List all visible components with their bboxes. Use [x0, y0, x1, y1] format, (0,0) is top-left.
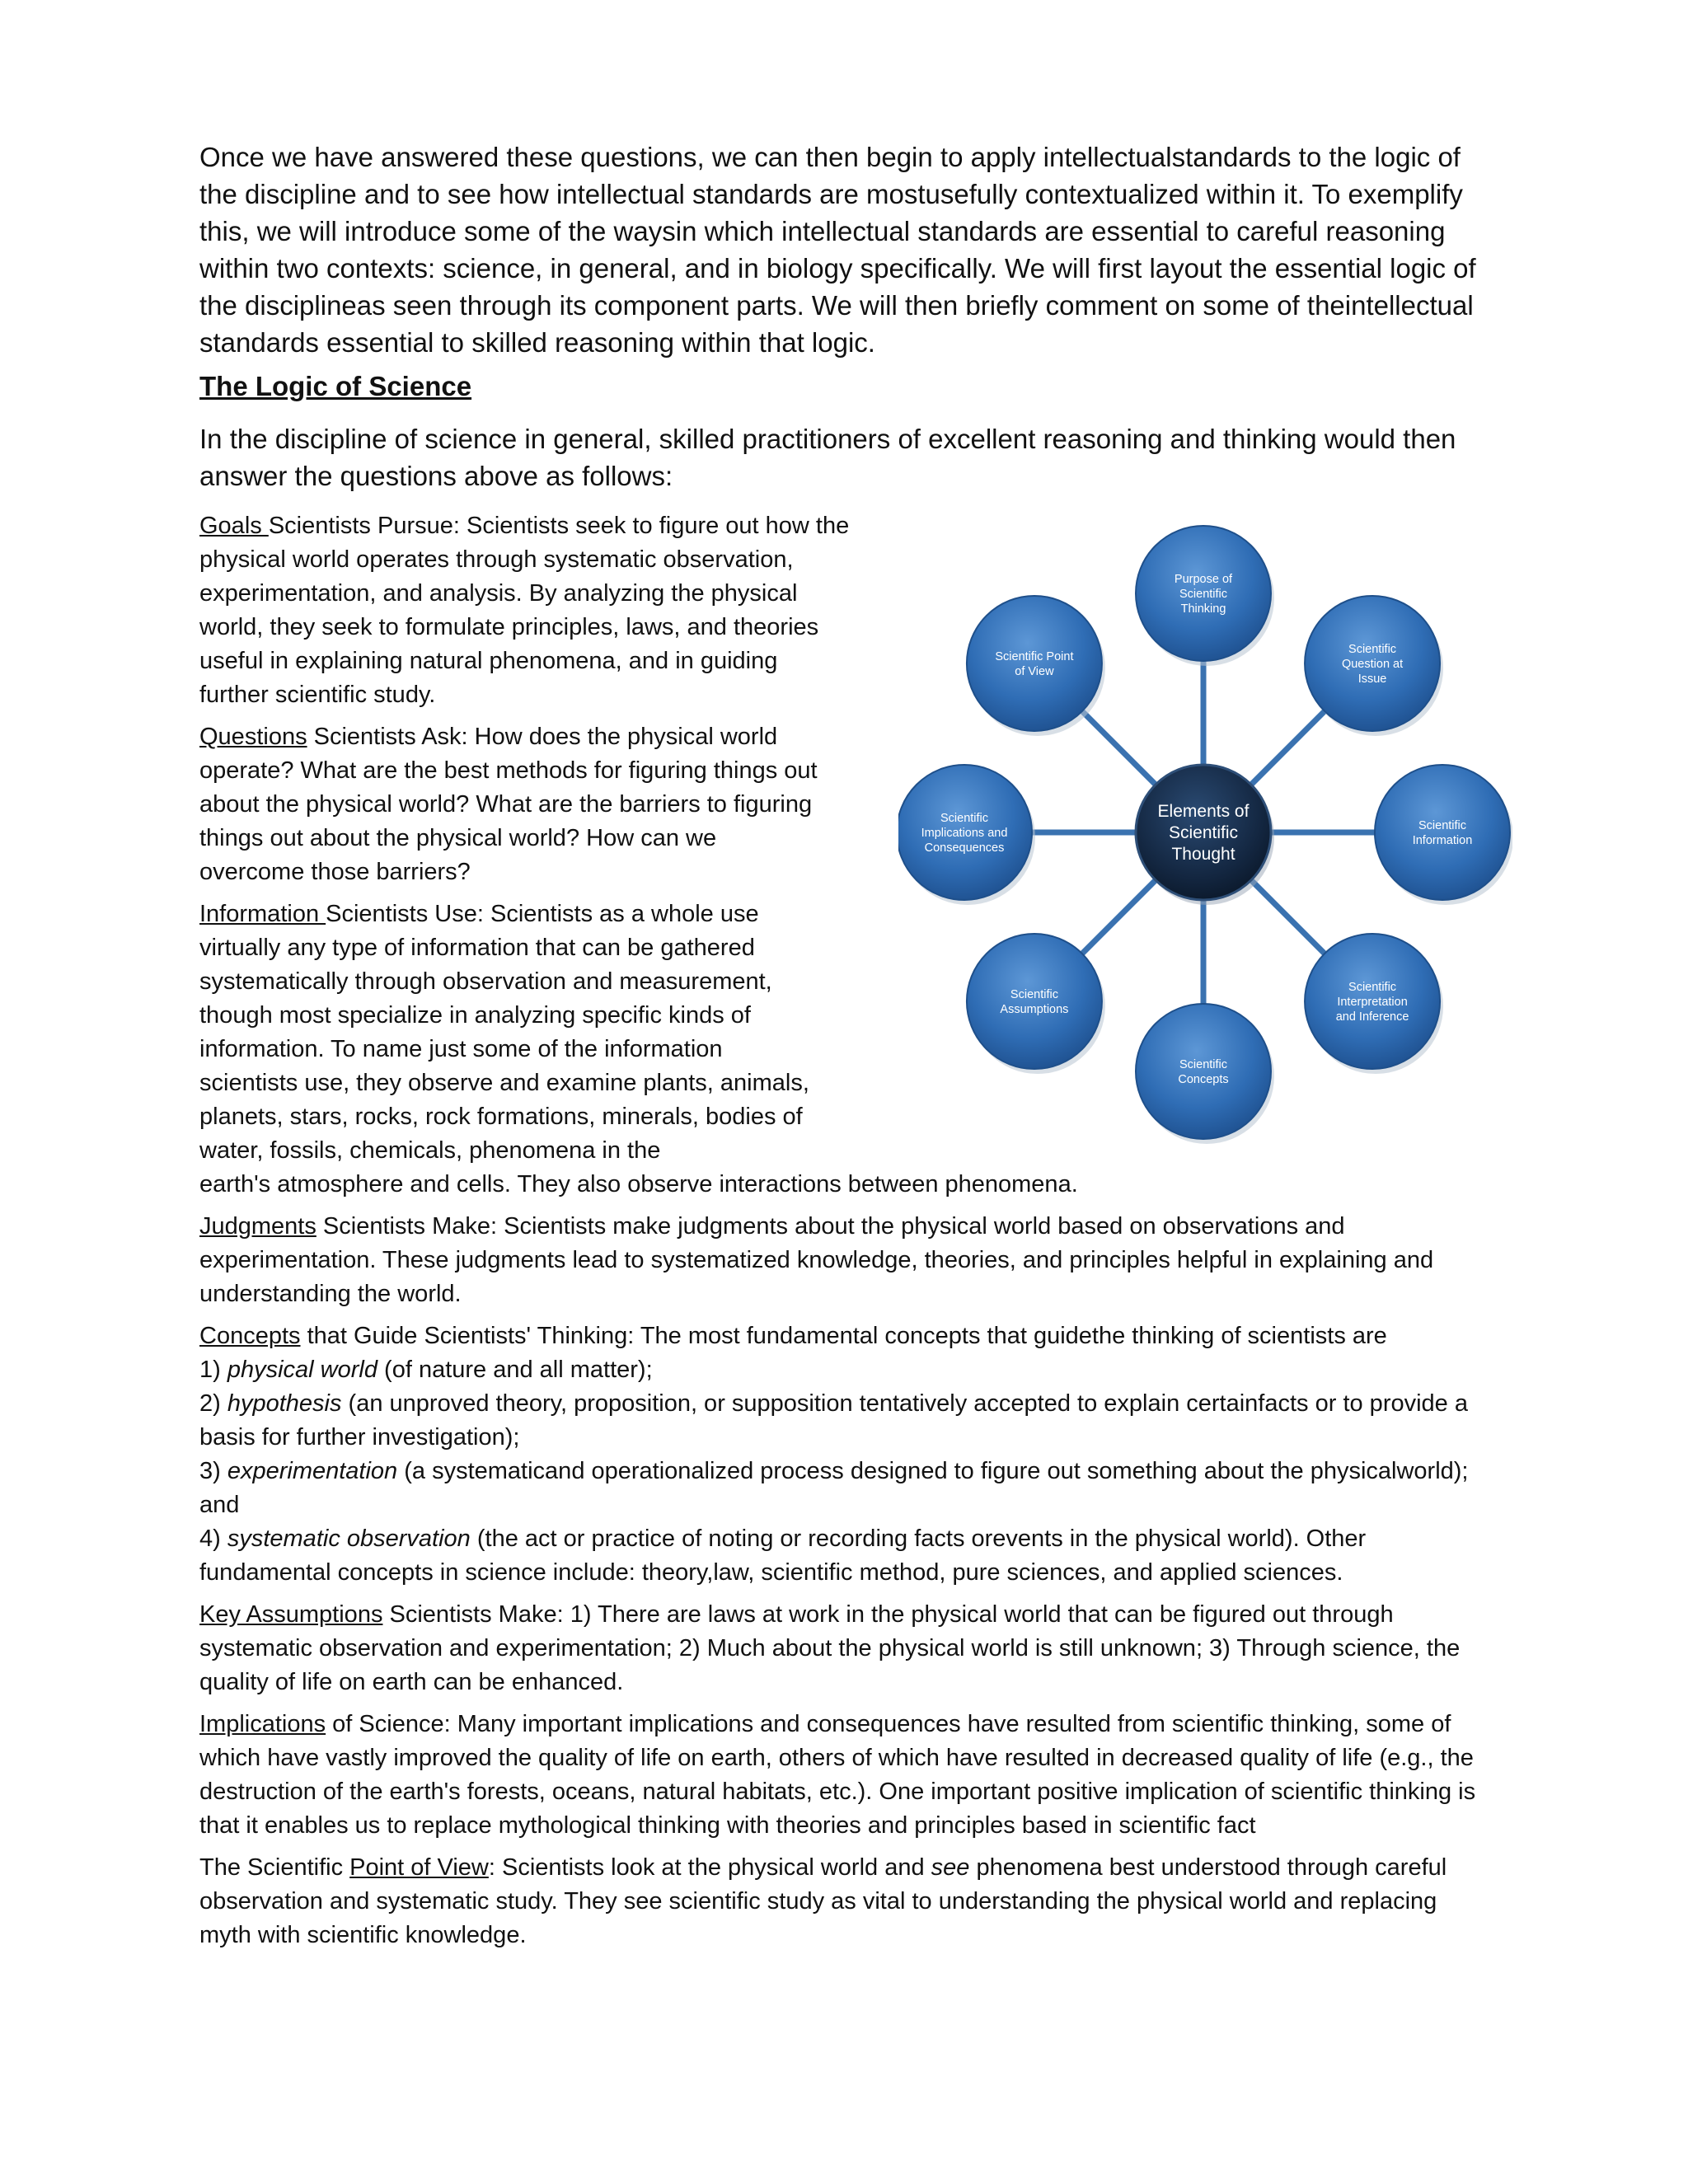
- node-question: [1305, 596, 1443, 736]
- elements-diagram-svg: [898, 519, 1512, 1146]
- node-label: Assumptions: [1000, 1003, 1069, 1017]
- intro-paragraph: Once we have answered these questions, we can then begin to apply intellectualstandards to the logic of the discipline and to see how intellectual standards are mostusefully contextualized within it. To exemplify this, we will introduce some of the waysin which intellectual standards are essential to careful reasoning within two contexts: science, in general, and in biology specifically. We will first layout the essential logic of the disciplineas seen through its component parts. We will then briefly comment on some of theintellectual standards essential to skilled reasoning within that logic.: [199, 142, 1476, 358]
- implications-paragraph: [199, 1708, 1485, 1843]
- center-label: Scientific: [1168, 823, 1239, 842]
- node-pov: [967, 596, 1105, 736]
- node-label: of View: [1015, 664, 1054, 678]
- judgments-text: Scientists Make: Scientists make judgments about the physical world based on observations and experimentation. These judgments lead to systematized knowledge, theories, and principles helpful in explaining and understanding the world.: [199, 1213, 1434, 1307]
- node-interpretation: [1305, 934, 1443, 1074]
- concepts-term: Concepts: [199, 1323, 301, 1349]
- questions-term: Questions: [199, 724, 307, 750]
- goals-term: Goals: [199, 513, 269, 539]
- concept-item: 1) physical world (of nature and all matter);: [199, 1357, 653, 1383]
- node-label: Scientific Point: [995, 649, 1074, 663]
- concept-item: 2) hypothesis (an unproved theory, proposition, or supposition tentatively accepted to explain certainfacts or to provide a basis for further investigation);: [199, 1390, 1468, 1451]
- node-label: Concepts: [1178, 1073, 1229, 1086]
- center-label: Thought: [1171, 845, 1236, 864]
- questions-text: Scientists Ask: How does the physical world operate? What are the best methods for figuring things out about the physical world? What are the barriers to figuring things out about the physical world? How can we overcome those barriers?: [199, 724, 818, 885]
- lead-paragraph: In the discipline of science in general, skilled practitioners of excellent reasoning and thinking would then answer the questions above as follows:: [199, 424, 1456, 491]
- concepts-paragraph: [199, 1319, 1485, 1590]
- node-label: and Inference: [1335, 1010, 1409, 1024]
- concepts-text: that Guide Scientists' Thinking: The most fundamental concepts that guidethe thinking of scientists are: [300, 1323, 1387, 1349]
- node-label: Consequences: [924, 841, 1005, 855]
- node-label: Scientific: [1179, 1058, 1228, 1071]
- center-label: Elements of: [1157, 802, 1250, 821]
- goals-text: Scientists Pursue: Scientists seek to figure out how the physical world operates through systematic observation, experimentation, and analysis. By analyzing the physical world, they seek to formulate principles, laws, and theories useful in explaining natural phenomena, and in guiding further scientific study.: [199, 513, 850, 708]
- assumptions-term: Key Assumptions: [199, 1601, 383, 1628]
- judgments-paragraph: [199, 1210, 1485, 1311]
- elements-diagram: [898, 519, 1512, 1146]
- node-label: Scientific: [940, 812, 989, 825]
- pov-term: Point of View: [349, 1854, 489, 1881]
- node-label: Scientific: [1010, 988, 1058, 1002]
- assumptions-text: Scientists Make: 1) There are laws at work in the physical world that can be figured out through systematic observation and experimentation; 2) Much about the physical world is still unknown; 3) Through science, the quality of life on earth can be enhanced.: [199, 1601, 1461, 1695]
- information-tail: earth's atmosphere and cells. They also observe interactions between phenomena.: [199, 1171, 1078, 1197]
- information-text: Scientists Use: Scientists as a whole use virtually any type of information that can be gathered systematically through observation and measurement, though most specialize in analyzing specific kinds of information. To name just some of the information scientists use, they observe and examine plants, animals, planets, stars, rocks, rock formations, minerals, bodies of water, fossils, chemicals, phenomena in the: [199, 901, 809, 1164]
- node-label: Purpose of: [1174, 573, 1233, 586]
- implications-term: Implications: [199, 1711, 326, 1737]
- node-label: Information: [1412, 834, 1473, 847]
- goals-paragraph: [199, 509, 851, 712]
- node-assumptions: [967, 934, 1105, 1074]
- information-term: Information: [199, 901, 326, 927]
- concept-item: 4) systematic observation (the act or practice of noting or recording facts orevents in the physical world). Other fundamental concepts in science include: theory,law, scientific method, pure sciences, and applied sciences.: [199, 1526, 1367, 1586]
- assumptions-paragraph: [199, 1598, 1485, 1699]
- node-label: Question at: [1341, 657, 1404, 671]
- implications-text: of Science: Many important implications and consequences have resulted from scientific thinking, some of which have vastly improved the quality of life on earth, others of which have resulted in decreased quality of life (e.g., the destruction of the earth's forests, oceans, natural habitats, etc.). One important positive implication of scientific thinking is that it enables us to replace mythological thinking with theories and principles based in scientific fact: [199, 1711, 1476, 1839]
- node-implications: [898, 765, 1035, 905]
- node-label: Scientific: [1348, 642, 1397, 656]
- node-label: Interpretation: [1337, 996, 1408, 1010]
- node-information: [1375, 765, 1512, 905]
- node-label: Thinking: [1180, 602, 1226, 616]
- node-label: Scientific: [1348, 981, 1397, 995]
- section-heading: The Logic of Science: [199, 371, 472, 401]
- node-concepts: [1136, 1004, 1274, 1144]
- concept-item: 3) experimentation (a systematicand operationalized process designed to figure out something about the physicalworld); and: [199, 1458, 1469, 1518]
- questions-paragraph: [199, 720, 826, 889]
- node-label: Issue: [1357, 672, 1387, 686]
- center-node: [1136, 765, 1274, 905]
- pov-paragraph: The Scientific Point of View: Scientists look at the physical world and see phenomena best understood through careful observation and systematic study. They see scientific study as vital to understanding the physical world and replacing myth with scientific knowledge.: [199, 1854, 1447, 1948]
- node-label: Implications and: [921, 827, 1008, 840]
- node-purpose: [1136, 526, 1274, 666]
- node-label: Scientific: [1179, 588, 1228, 601]
- judgments-term: Judgments: [199, 1213, 316, 1240]
- node-label: Scientific: [1418, 819, 1467, 832]
